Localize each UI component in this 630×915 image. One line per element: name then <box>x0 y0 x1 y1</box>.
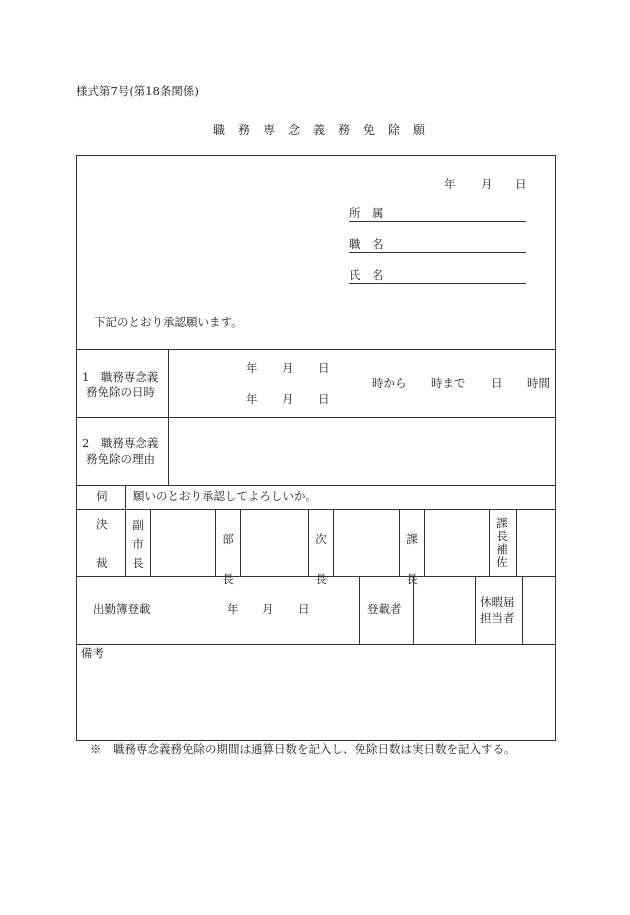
approval-label-top: 決 <box>96 517 108 531</box>
affiliation-label: 所 属 <box>349 206 384 220</box>
section-chief-label: 課長 <box>406 532 418 586</box>
date-month-label: 月 <box>481 177 493 191</box>
divider-inquiry <box>76 509 556 510</box>
divider-label-column <box>168 349 169 485</box>
reason-label-line2: 務免除の理由 <box>86 452 155 466</box>
director-stamp-box[interactable] <box>242 511 307 575</box>
reason-label-line1: 2 職務専念義 <box>82 436 159 450</box>
period-end-month: 月 <box>282 392 294 406</box>
period-label-line1: 1 職務専念義 <box>82 370 159 384</box>
attendance-day: 日 <box>298 602 310 616</box>
divider-approval-1 <box>150 509 151 576</box>
divider-applicant <box>76 349 556 350</box>
attendance-year: 年 <box>227 602 239 616</box>
page-title: 職務専念義務免除願 <box>213 123 439 137</box>
position-label: 職 名 <box>349 237 384 251</box>
period-from-label: 時から <box>372 376 407 390</box>
registrar-label: 登載者 <box>367 602 402 616</box>
form-number: 様式第7号(第18条関係) <box>76 84 199 98</box>
divider-attendance-1 <box>359 576 360 644</box>
divider-approval-8 <box>489 509 490 576</box>
approval-label-bottom: 裁 <box>96 556 108 570</box>
divider-approval-6 <box>399 509 400 576</box>
request-text: 下記のとおり承認願います。 <box>94 315 243 329</box>
director-label: 部長 <box>222 532 234 586</box>
divider-reason <box>76 485 556 486</box>
attendance-label: 出勤簿登載 <box>93 602 151 616</box>
leave-officer-label-line2: 担当者 <box>480 611 515 625</box>
deputy-mayor-label: 副市長 <box>132 518 144 570</box>
name-field[interactable] <box>349 283 526 284</box>
period-hours-label: 時間 <box>527 376 550 390</box>
divider-approval-9 <box>516 509 517 576</box>
remarks-field[interactable] <box>78 664 554 739</box>
divider-approval-2 <box>215 509 216 576</box>
affiliation-field[interactable] <box>349 221 526 222</box>
deputy-mayor-stamp-box[interactable] <box>152 511 214 575</box>
period-end-day: 日 <box>318 392 330 406</box>
divider-period <box>76 417 556 418</box>
date-year-label: 年 <box>444 177 456 191</box>
period-to-label: 時まで <box>431 376 466 390</box>
reason-field[interactable] <box>170 419 554 483</box>
divider-approval-4 <box>308 509 309 576</box>
period-end-year: 年 <box>246 392 258 406</box>
registrar-stamp-box[interactable] <box>415 578 474 643</box>
leave-officer-label-line1: 休暇届 <box>480 595 515 609</box>
divider-approval-7 <box>424 509 425 576</box>
deputy-director-label: 次長 <box>315 532 327 586</box>
divider-approval-3 <box>240 509 241 576</box>
section-chief-stamp-box[interactable] <box>426 511 488 575</box>
date-day-label: 日 <box>515 177 527 191</box>
attendance-month: 月 <box>262 602 274 616</box>
position-field[interactable] <box>349 252 526 253</box>
assistant-chief-label: 課長補佐 <box>496 516 508 569</box>
period-start-day: 日 <box>318 361 330 375</box>
divider-attendance-4 <box>522 576 523 644</box>
remarks-label: 備考 <box>81 646 104 660</box>
inquiry-label: 伺 <box>96 489 108 503</box>
divider-approval-5 <box>333 509 334 576</box>
period-start-year: 年 <box>246 361 258 375</box>
period-start-month: 月 <box>282 361 294 375</box>
assistant-chief-stamp-box[interactable] <box>518 511 555 575</box>
divider-attendance <box>76 644 556 645</box>
divider-inquiry-label <box>125 485 126 576</box>
footnote: ※ 職務専念義務免除の期間は通算日数を記入し、免除日数は実日数を記入する。 <box>90 742 516 756</box>
deputy-director-stamp-box[interactable] <box>335 511 398 575</box>
period-days-label: 日 <box>491 376 503 390</box>
inquiry-text: 願いのとおり承認してよろしいか。 <box>133 489 317 503</box>
divider-attendance-3 <box>475 576 476 644</box>
period-label-line2: 務免除の日時 <box>86 385 155 399</box>
name-label: 氏 名 <box>349 268 384 282</box>
leave-officer-stamp-box[interactable] <box>524 578 555 643</box>
